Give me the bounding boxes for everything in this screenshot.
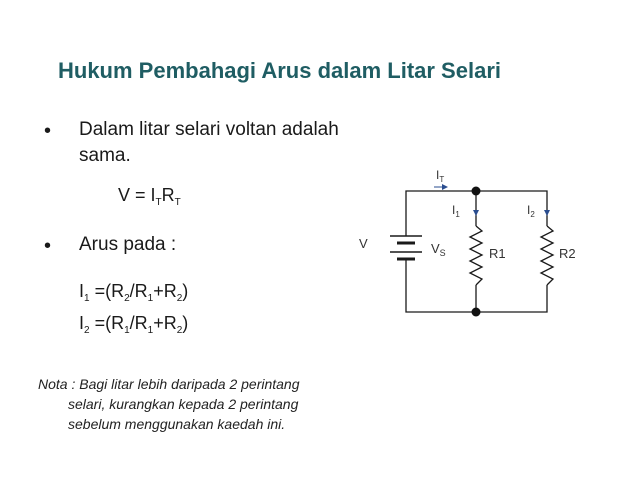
label-i2: $I_2$ — [527, 203, 535, 219]
bullet-dot-1: • — [44, 120, 52, 142]
junction-top — [472, 187, 481, 196]
formula-v-it-rt: $V = I_TR_T$ — [118, 185, 181, 208]
label-vs: $V_S$ — [431, 241, 446, 258]
label-v: V — [359, 236, 368, 251]
label-r1: R1 — [489, 246, 506, 261]
note-line-3: sebelum menggunakan kaedah ini. — [68, 416, 286, 432]
bullet-1-line-1: Dalam litar selari voltan adalah — [79, 119, 339, 140]
arrow-it-icon — [434, 184, 448, 190]
battery-symbol — [390, 236, 422, 266]
r1-resistor-symbol — [470, 226, 482, 285]
slide-title: Hukum Pembahagi Arus dalam Litar Selari — [58, 58, 501, 83]
bullet-dot-2: • — [44, 235, 52, 257]
label-i1: $I_1$ — [452, 203, 460, 219]
bullet-2-text: Arus pada : — [79, 234, 177, 255]
note-line-2: selari, kurangkan kepada 2 perintang — [68, 396, 299, 412]
label-r2: R2 — [559, 246, 576, 261]
bullet-1-line-2: sama. — [79, 145, 131, 166]
arrow-i1-icon — [473, 210, 479, 216]
label-it: $I_T$ — [436, 168, 445, 184]
note-line-1: Nota : Bagi litar lebih daripada 2 perintang — [38, 376, 300, 392]
junction-bottom — [472, 308, 481, 317]
formula-i1: $I_1 =(R_2/R_1+R_2)$ — [79, 281, 189, 304]
formula-i2: $I_2 =(R_1/R_1+R_2)$ — [79, 313, 189, 336]
arrow-i2-icon — [544, 210, 550, 216]
r2-resistor-symbol — [541, 226, 553, 285]
